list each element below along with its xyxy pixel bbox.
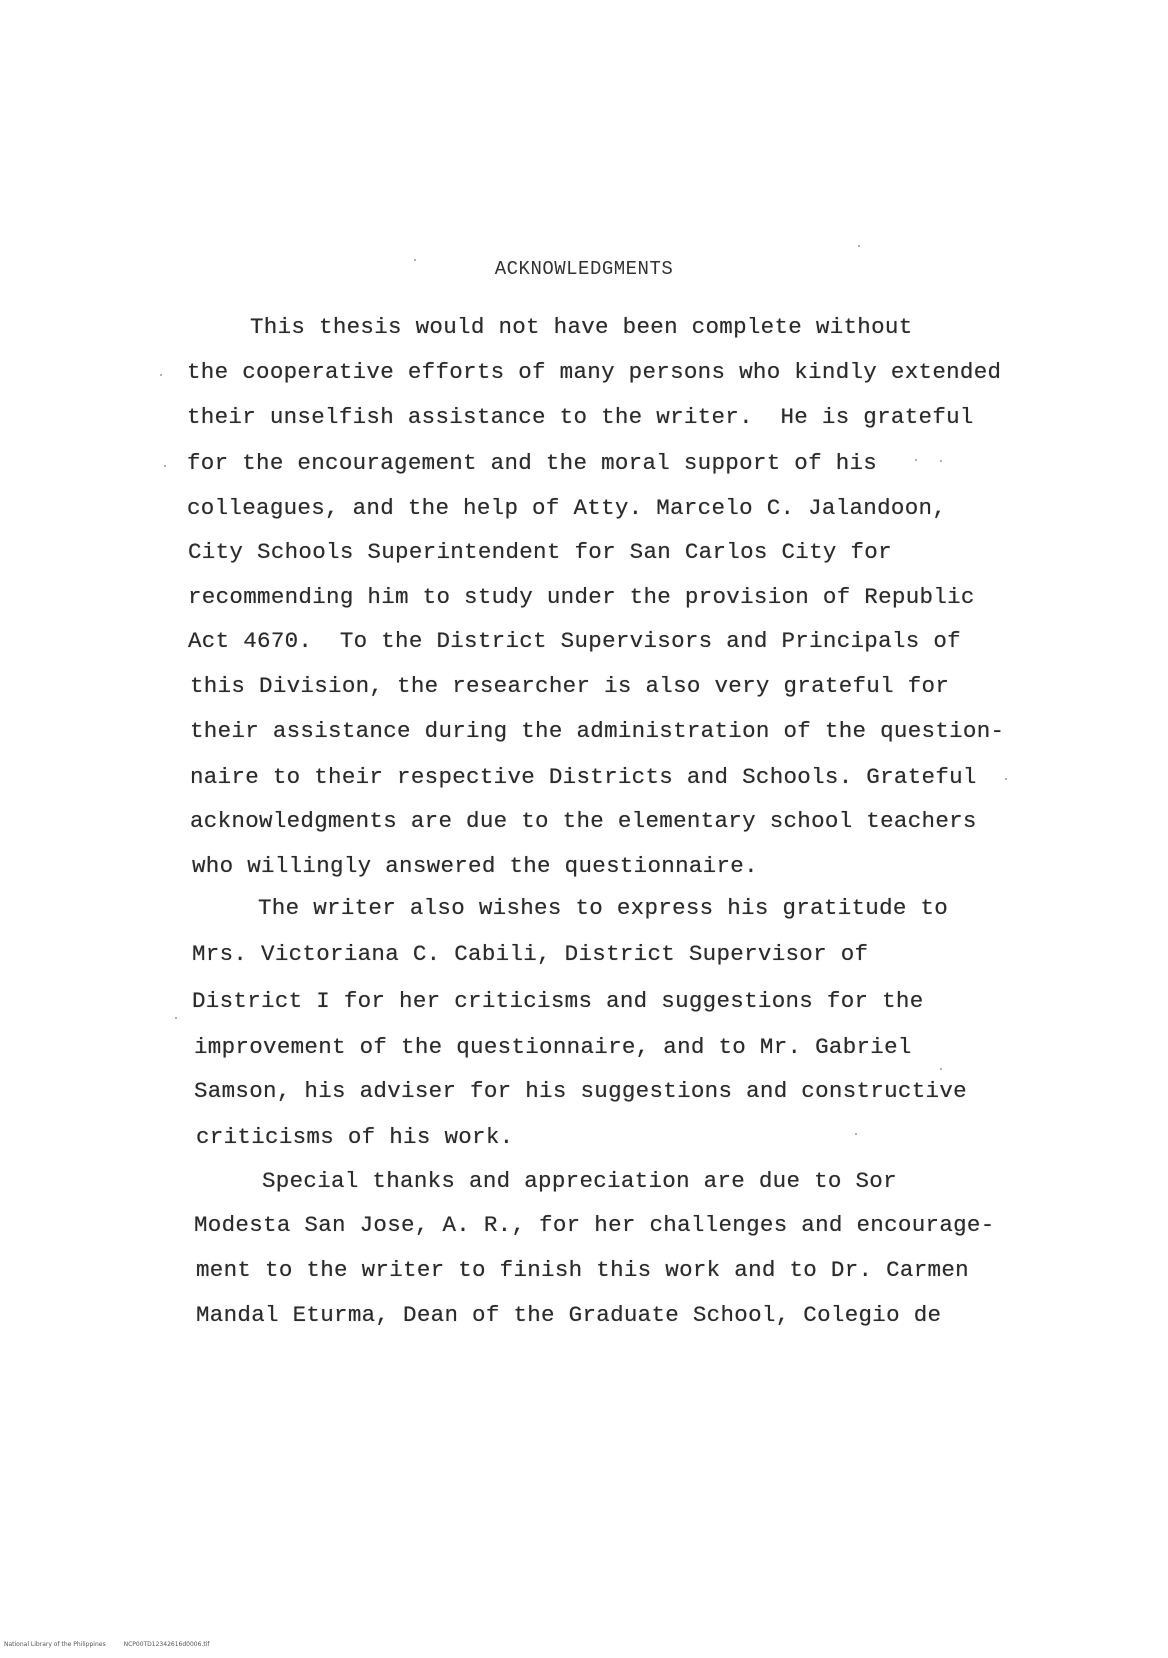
text-line: Modesta San Jose, A. R., for her challenges and encourage- [194, 1212, 995, 1238]
text-line: the cooperative efforts of many persons who kindly extended [187, 359, 1002, 385]
scan-speck [414, 259, 416, 261]
scan-speck [858, 245, 860, 247]
scan-speck [940, 1068, 942, 1070]
text-line: ment to the writer to finish this work and to Dr. Carmen [196, 1257, 969, 1283]
text-line: this Division, the researcher is also very grateful for [190, 673, 950, 699]
text-line: The writer also wishes to express his gratitude to [258, 895, 949, 921]
text-line: criticisms of his work. [196, 1124, 514, 1150]
text-line: their assistance during the administration of the question- [190, 718, 1005, 744]
page-title: ACKNOWLEDGMENTS [494, 258, 674, 280]
text-line: This thesis would not have been complete without [250, 314, 913, 340]
text-line: District I for her criticisms and suggestions for the [192, 988, 924, 1014]
scan-speck [855, 1133, 857, 1135]
scan-speck [1005, 778, 1007, 780]
scan-speck [940, 460, 942, 462]
text-line: acknowledgments are due to the elementary school teachers [190, 808, 977, 834]
text-line: for the encouragement and the moral support of his [187, 450, 878, 476]
scan-footer [4, 1641, 209, 1648]
text-line: Samson, his adviser for his suggestions and constructive [194, 1078, 967, 1104]
text-line: Mrs. Victoriana C. Cabili, District Supervisor of [192, 941, 869, 967]
text-line: Mandal Eturma, Dean of the Graduate School, Colegio de [196, 1302, 942, 1328]
footer-library: National Library of the Philippines [4, 1641, 106, 1648]
scan-speck [175, 1017, 177, 1019]
scan-speck [164, 465, 166, 467]
text-line: colleagues, and the help of Atty. Marcelo C. Jalandoon, [187, 495, 947, 521]
text-line: improvement of the questionnaire, and to Mr. Gabriel [194, 1034, 912, 1060]
scan-speck [915, 459, 917, 461]
text-line: their unselfish assistance to the writer. He is grateful [187, 404, 974, 430]
text-line: naire to their respective Districts and Schools. Grateful [190, 764, 977, 790]
text-line: Special thanks and appreciation are due to Sor [262, 1168, 897, 1194]
text-line: who willingly answered the questionnaire. [192, 853, 758, 879]
text-line: recommending him to study under the provision of Republic [188, 584, 975, 610]
text-line: Act 4670. To the District Supervisors and Principals of [188, 628, 961, 654]
scan-speck [160, 374, 162, 376]
text-line: City Schools Superintendent for San Carlos City for [188, 539, 892, 565]
footer-file-code: NCP00TD12342616d0006.tif [123, 1641, 210, 1648]
